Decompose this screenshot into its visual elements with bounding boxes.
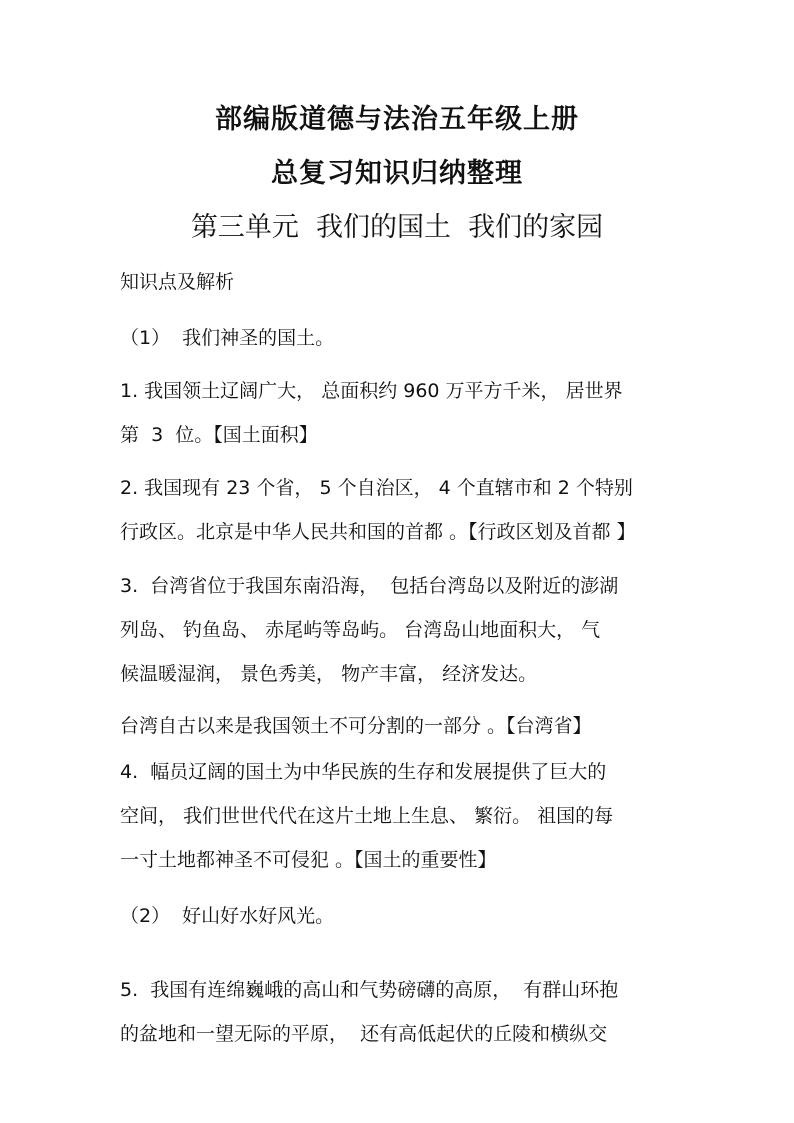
paragraph-line: 候温暖湿润， 景色秀美， 物产丰富， 经济发达。 xyxy=(120,663,538,685)
paragraph-line: 行政区。北京是中华人民共和国的首都 。【行政区划及首都 】 xyxy=(120,521,636,543)
paragraph-line: 2. 我国现有 23 个省， 5 个自治区， 4 个直辖市和 2 个特别 xyxy=(120,477,633,499)
knowledge-point xyxy=(120,369,676,457)
paragraph-line: 台湾自古以来是我国领土不可分割的一部分 。【台湾省】 xyxy=(120,715,592,737)
paragraph-line: 一寸土地都神圣不可侵犯 。【国土的重要性】 xyxy=(120,849,497,871)
paragraph-line: 列岛、 钓鱼岛、 赤尾屿等岛屿。 台湾岛山地面积大， 气 xyxy=(120,619,601,641)
document-subtitle: 总复习知识归纳整理 xyxy=(271,158,523,189)
paragraph-line: 的盆地和一望无际的平原， 还有高低起伏的丘陵和横纵交 xyxy=(120,1023,608,1045)
paragraph-line: 第 3 位。【国土面积】 xyxy=(120,424,318,446)
knowledge-point xyxy=(120,968,676,1056)
paragraph-line: 空间， 我们世世代代在这片土地上生息、 繁衍。 祖国的每 xyxy=(120,805,614,827)
subsection-heading: （2） 好山好水好风光。 xyxy=(120,905,335,927)
paragraph-line: 4. 幅员辽阔的国土为中华民族的生存和发展提供了巨大的 xyxy=(120,761,607,783)
paragraph-line: 1. 我国领土辽阔广大， 总面积约 960 万平方千米， 居世界 xyxy=(120,380,623,402)
document-title: 部编版道德与法治五年级上册 xyxy=(215,104,579,135)
unit-title: 第三单元 我们的国土 我们的家园 xyxy=(190,212,604,243)
knowledge-point xyxy=(120,750,676,882)
subsection-heading: （1） 我们神圣的国土。 xyxy=(120,327,335,349)
paragraph-line: 5. 我国有连绵巍峨的高山和气势磅礴的高原， 有群山环抱 xyxy=(120,979,619,1001)
section-label: 知识点及解析 xyxy=(120,271,235,293)
knowledge-point xyxy=(120,466,676,554)
knowledge-point xyxy=(120,564,676,748)
paragraph-line: 3. 台湾省位于我国东南沿海， 包括台湾岛以及附近的澎湖 xyxy=(120,575,619,597)
